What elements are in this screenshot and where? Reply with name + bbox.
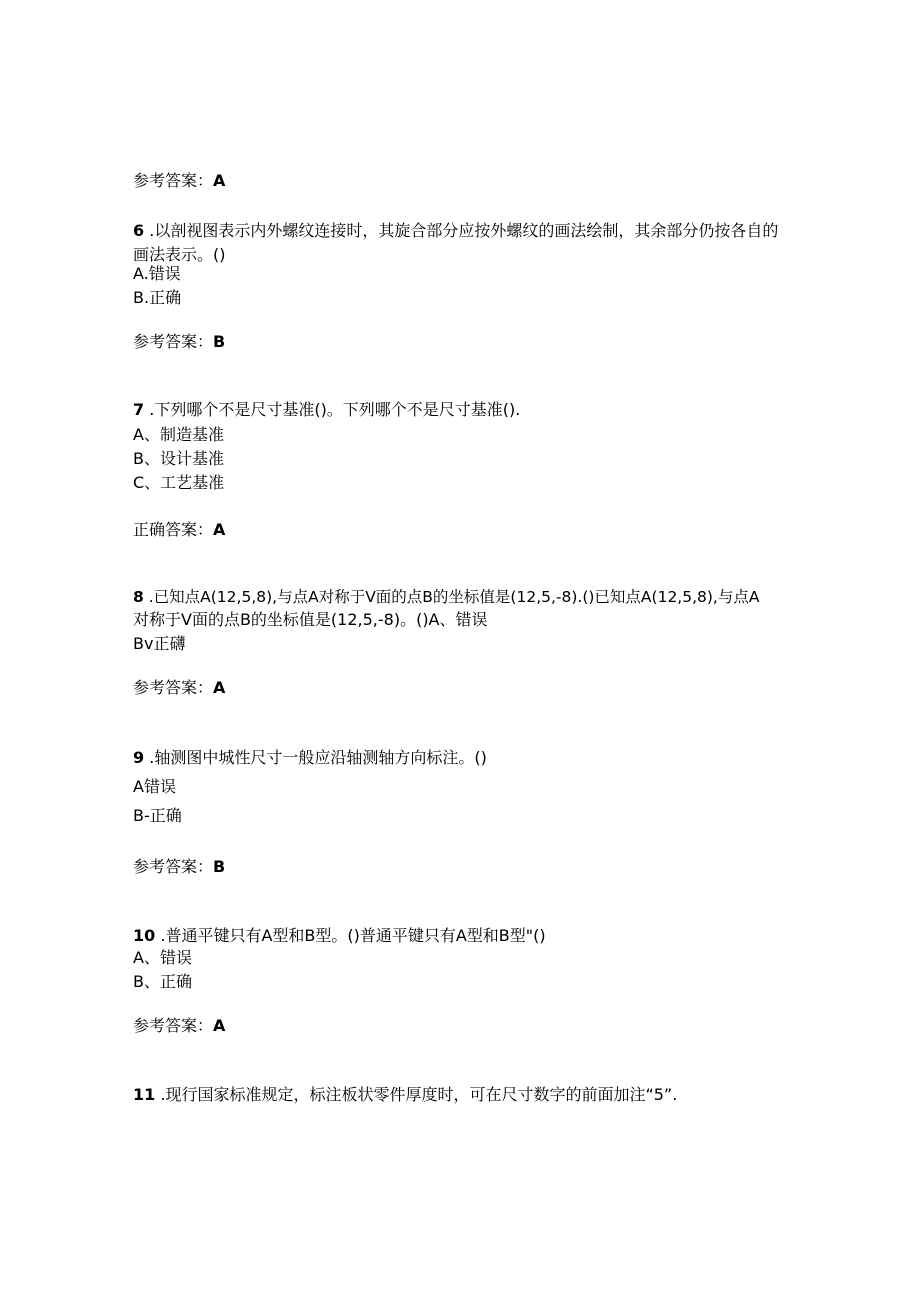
- answer-line: 参考答案：B: [133, 332, 226, 351]
- answer-line: 正确答案：A: [133, 520, 226, 539]
- question-7: [133, 400, 520, 420]
- question-text-line1: .已知点A(12,5,8),与点A对称于V面的点B的坐标值是(12,5,-8).()已知点A(12,5,8),与点A: [148, 588, 760, 606]
- option: Bv正礴: [133, 634, 186, 653]
- question-number: 7: [133, 400, 145, 419]
- question-text-line2: 对称于V面的点B的坐标值是(12,5,-8)。()A、错误: [133, 610, 488, 629]
- question-11: [133, 1085, 677, 1105]
- answer-line: 参考答案：A: [133, 171, 226, 190]
- answer-line: 参考答案：A: [133, 1016, 226, 1035]
- question-10: [133, 926, 546, 946]
- question-number: 11: [133, 1085, 156, 1104]
- option: C、工艺基准: [133, 473, 225, 492]
- option: A.错误: [133, 264, 181, 283]
- option: B、设计基准: [133, 449, 224, 468]
- question-number: 8: [133, 588, 144, 606]
- question-text: .普通平键只有A型和B型。()普通平键只有A型和B型"(): [160, 926, 546, 945]
- question-number: 6: [133, 221, 145, 240]
- option: A错误: [133, 777, 176, 796]
- option: A、错误: [133, 948, 192, 967]
- question-text: .下列哪个不是尺寸基准()。下列哪个不是尺寸基准().: [149, 400, 521, 419]
- question-9: [133, 748, 487, 768]
- question-number: 10: [133, 926, 156, 945]
- question-text: .以剖视图表示内外螺纹连接时，其旋合部分应按外螺纹的画法绘制，其余部分仍按各自的画法表示。(): [133, 221, 779, 264]
- option: B、正确: [133, 972, 192, 991]
- question-number: 9: [133, 748, 145, 767]
- question-8: [133, 587, 759, 607]
- question-text: .轴测图中城性尺寸一般应沿轴测轴方向标注。(): [149, 748, 487, 767]
- answer-line: 参考答案：A: [133, 678, 226, 697]
- answer-line: 参考答案：B: [133, 857, 226, 876]
- option: B.正确: [133, 288, 182, 307]
- option: B-正确: [133, 806, 182, 825]
- question-text: .现行国家标准规定，标注板状零件厚度时，可在尺寸数字的前面加注“5”.: [160, 1085, 678, 1104]
- option: A、制造基准: [133, 425, 224, 444]
- question-6: [133, 219, 793, 267]
